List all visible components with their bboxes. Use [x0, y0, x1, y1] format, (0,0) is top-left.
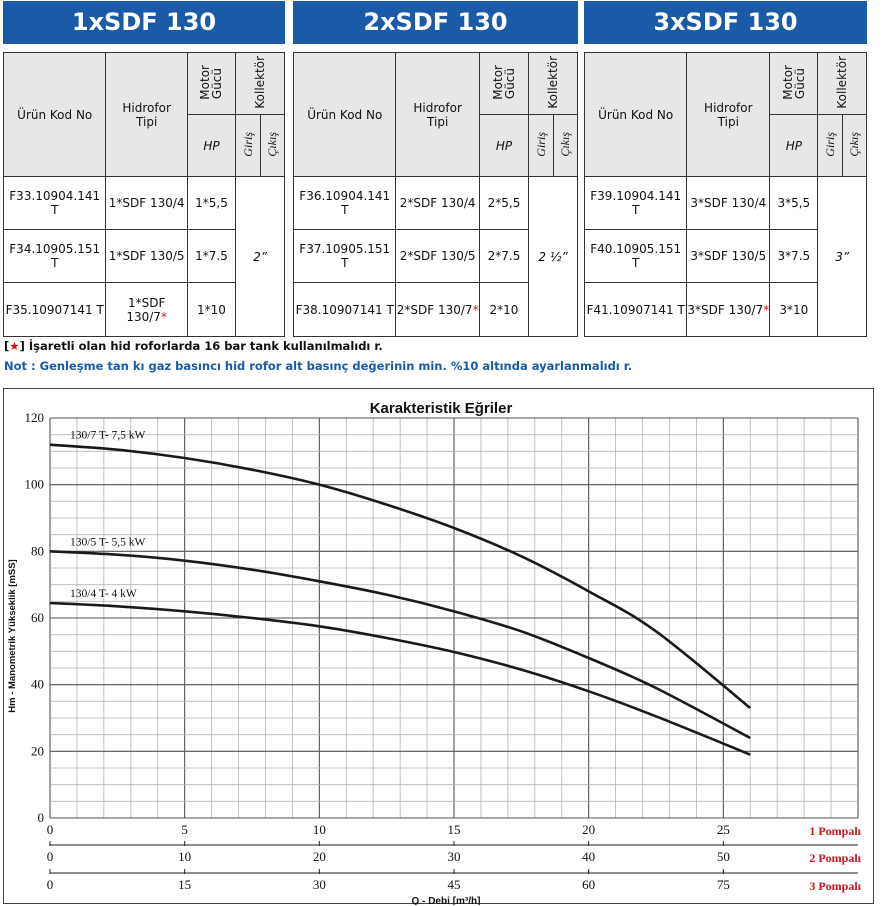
header-motor-power: MotorGücü: [187, 53, 235, 115]
header-collector: Kollektör: [529, 53, 578, 115]
y-tick-label: 100: [24, 476, 44, 492]
header-hydrophore-type: Hidrofor Tipi: [396, 53, 479, 177]
cell-product-code: F35.10907141 T: [4, 283, 106, 337]
spec-table-1: [3, 52, 285, 337]
x-tick-label-3: 15: [178, 877, 192, 892]
cell-product-code: F38.10907141 T: [294, 283, 396, 337]
cell-motor-power: 2*10: [479, 283, 528, 337]
cell-collector-size: 3”: [818, 177, 867, 337]
cell-motor-power: 3*10: [770, 283, 818, 337]
header-outlet: Çıkış: [553, 115, 577, 177]
spec-table-3: [584, 52, 867, 337]
x-tick-label-3: 45: [447, 877, 461, 892]
x-tick-label-1: 5: [181, 822, 188, 837]
cell-collector-size: 2”: [236, 177, 285, 337]
chart-frame: [4, 389, 874, 904]
x-tick-label-1: 20: [582, 822, 596, 837]
cell-hydrophore-type: 1*SDF 130/4: [106, 177, 187, 230]
chart-title: Karakteristik Eğriler: [369, 400, 513, 417]
y-axis-label: Hm - Manometrik Yükseklik [mSS]: [7, 559, 18, 713]
group-title-1: 1xSDF 130: [3, 1, 285, 44]
header-hp-unit: HP: [187, 115, 235, 177]
header-inlet: Giriş: [236, 115, 260, 177]
x-tick-label-3: 30: [312, 877, 326, 892]
header-hydrophore-type: Hidrofor Tipi: [106, 53, 187, 177]
header-product-code: Ürün Kod No: [585, 53, 687, 177]
header-hydrophore-type: Hidrofor Tipi: [687, 53, 770, 177]
cell-hydrophore-type: 1*SDF 130/5: [106, 230, 187, 283]
star-note: [★] İşaretli olan hid roforlarda 16 bar tank kullanılmalıdı r.: [4, 339, 383, 353]
y-tick-label: 60: [31, 610, 44, 625]
header-product-code: Ürün Kod No: [294, 53, 396, 177]
cell-motor-power: 3*7.5: [770, 230, 818, 283]
header-hp-unit: HP: [479, 115, 528, 177]
cell-product-code: F37.10905.151 T: [294, 230, 396, 283]
cell-motor-power: 1*7.5: [187, 230, 235, 283]
y-tick-label: 120: [24, 410, 44, 425]
group-title-2: 2xSDF 130: [293, 1, 578, 44]
general-note: Not : Genleşme tan kı gaz basıncı hid rofor alt basınç değerinin min. %10 altında ayarlanmalıdı r.: [4, 359, 633, 373]
x-tick-label-3: 75: [716, 877, 730, 892]
cell-motor-power: 1*5,5: [187, 177, 235, 230]
x-tick-label-1: 15: [447, 822, 461, 837]
x-axis-name-3: 3 Pompalı: [809, 879, 861, 893]
header-hp-unit: HP: [770, 115, 818, 177]
cell-hydrophore-type: 3*SDF 130/7*: [687, 283, 770, 337]
header-inlet: Giriş: [818, 115, 842, 177]
series-label-2: 130/5 T- 5,5 kW: [70, 536, 146, 549]
cell-hydrophore-type: 3*SDF 130/4: [687, 177, 770, 230]
series-label-1: 130/7 T- 7,5 kW: [70, 429, 146, 442]
star-icon: ★: [9, 339, 20, 353]
header-collector: Kollektör: [818, 53, 867, 115]
cell-motor-power: 2*5,5: [479, 177, 528, 230]
cell-motor-power: 2*7.5: [479, 230, 528, 283]
y-tick-label: 20: [31, 743, 44, 759]
cell-product-code: F41.10907141 T: [585, 283, 687, 337]
x-axis-label: Q - Debi [m³/h]: [411, 896, 481, 905]
cell-product-code: F36.10904.141 T: [294, 177, 396, 230]
cell-motor-power: 1*10: [187, 283, 235, 337]
header-inlet: Giriş: [529, 115, 553, 177]
header-motor-power: MotorGücü: [479, 53, 528, 115]
series-label-3: 130/4 T- 4 kW: [70, 588, 137, 600]
x-tick-label-2: 30: [447, 849, 461, 864]
x-tick-label-1: 25: [716, 822, 730, 837]
cell-collector-size: 2 ½”: [529, 177, 578, 337]
y-tick-label: 0: [37, 810, 44, 825]
cell-hydrophore-type: 3*SDF 130/5: [687, 230, 770, 283]
cell-hydrophore-type: 2*SDF 130/5: [396, 230, 479, 283]
x-tick-label-2: 10: [178, 849, 192, 864]
cell-product-code: F34.10905.151 T: [4, 230, 106, 283]
cell-motor-power: 3*5,5: [770, 177, 818, 230]
x-tick-label-2: 0: [46, 849, 54, 864]
x-tick-label-1: 0: [46, 822, 54, 837]
header-product-code: Ürün Kod No: [4, 53, 106, 177]
x-tick-label-2: 20: [312, 849, 326, 864]
x-tick-label-2: 50: [716, 849, 730, 864]
x-axis-name-2: 2 Pompalı: [809, 851, 861, 865]
x-tick-label-2: 40: [582, 849, 596, 864]
spec-table-2: [293, 52, 578, 337]
header-outlet: Çıkış: [842, 115, 866, 177]
cell-product-code: F33.10904.141 T: [4, 177, 106, 230]
x-tick-label-3: 60: [582, 877, 596, 892]
x-axis-name-1: 1 Pompalı: [809, 824, 861, 838]
cell-hydrophore-type: 1*SDF 130/7*: [106, 283, 187, 337]
cell-hydrophore-type: 2*SDF 130/7*: [396, 283, 479, 337]
group-title-3: 3xSDF 130: [584, 1, 867, 44]
header-collector: Kollektör: [236, 53, 285, 115]
y-tick-label: 80: [31, 543, 44, 559]
header-outlet: Çıkış: [260, 115, 284, 177]
cell-product-code: F39.10904.141 T: [585, 177, 687, 230]
x-tick-label-1: 10: [312, 822, 326, 837]
x-tick-label-3: 0: [46, 877, 54, 892]
header-motor-power: MotorGücü: [770, 53, 818, 115]
cell-hydrophore-type: 2*SDF 130/4: [396, 177, 479, 230]
y-tick-label: 40: [31, 676, 44, 692]
cell-product-code: F40.10905.151 T: [585, 230, 687, 283]
characteristic-curves-chart: [3, 388, 887, 905]
